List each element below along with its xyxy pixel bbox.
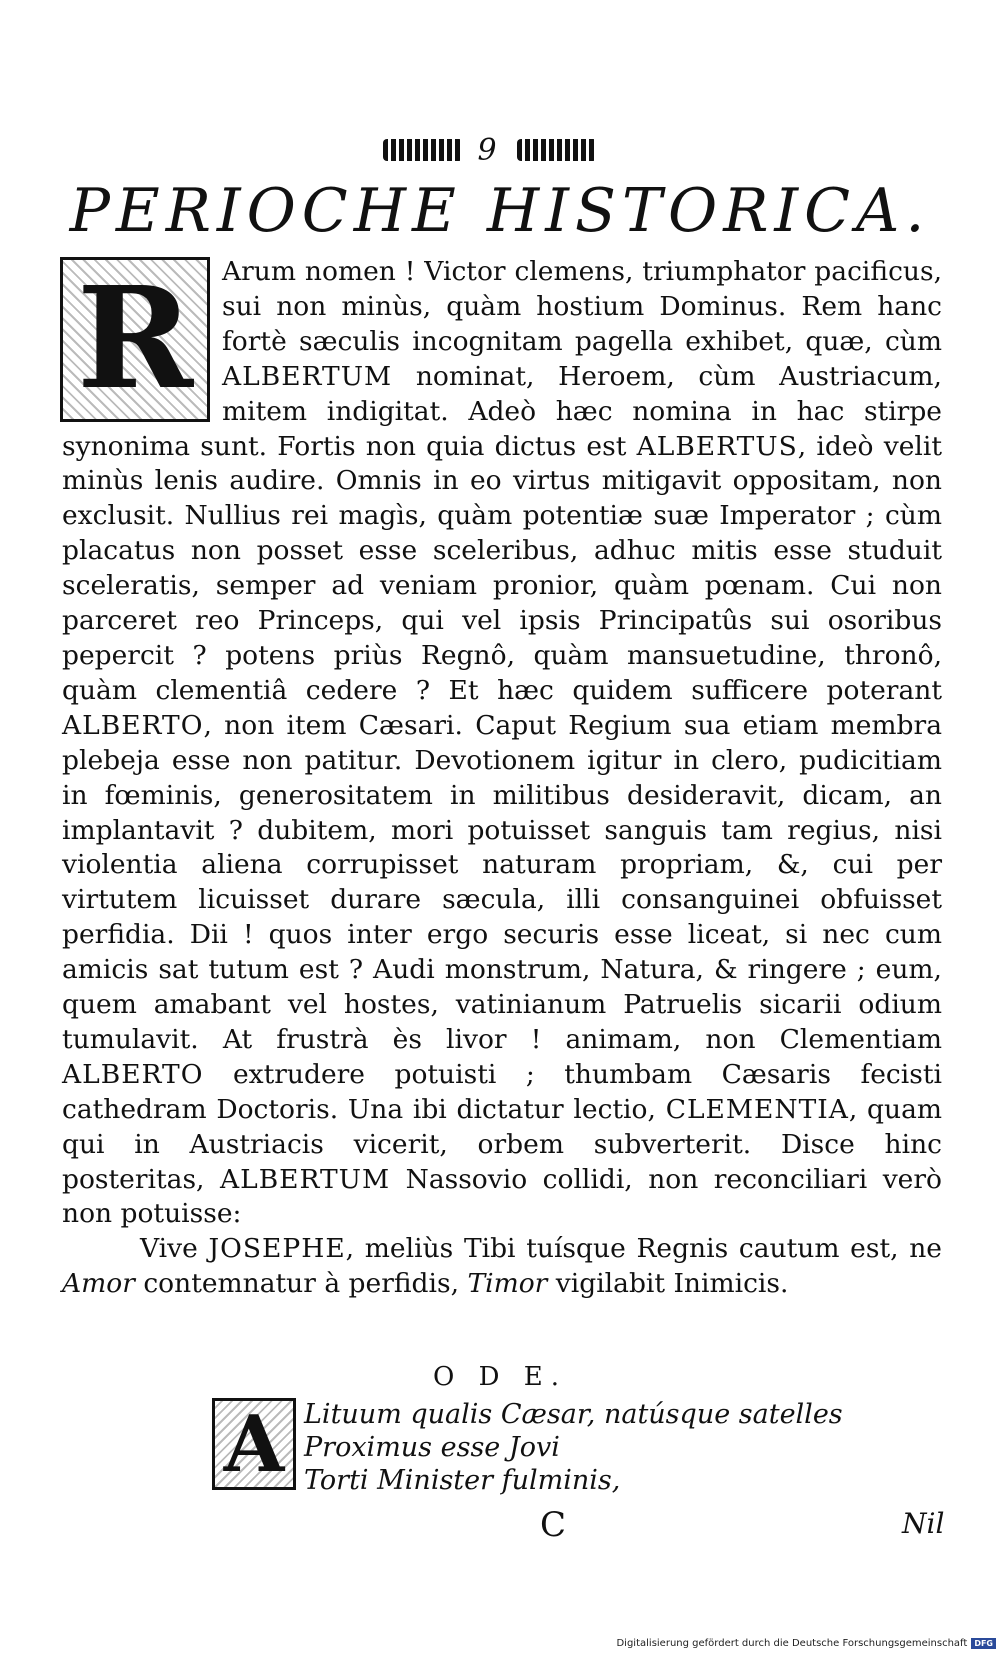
body-segment: extrudere potuisti ; thumbam Cæsaris fecisti cathedram Doctoris. Una ibi dictatur lectio,	[62, 1058, 942, 1125]
body-name: ALBERTO	[62, 709, 204, 741]
body-segment: , quam qui in Austriacis vicerit, orbem subverterit. Disce hinc posteritas,	[62, 1093, 942, 1195]
signature-mark: C	[540, 1505, 567, 1545]
body-segment: nominat, Heroem, cùm Austriacum, mitem indigitat. Adeò hæc nomina in hac stirpe synonima sunt. Fortis non quia dictus est	[62, 360, 942, 462]
body-segment: , non item Cæsari. Caput Regium sua etiam membra plebeja esse non patitur. Devotionem igitur in clero, pudicitiam in fœminis, generositatem in militibus desideravit, dicam, an implantavit ? dubitem, mori potuisset sanguis tam regius, nisi violentia aliena corrupisset naturam propriam, &, cui per virtutem licuisset durare sæcula, illi consanguinei obfuisset perfidia. Dii ! quos inter ergo securis esse liceat, si nec cum amicis sat tutum est ? Audi monstrum, Natura, & ringere ; eum, quem amabant vel hostes, vatinianum Patruelis sicarii odium tumulavit. At frustrà ès livor ! animam, non Clementiam	[62, 709, 942, 1055]
body-segment: Nassovio collidi, non reconciliari verò non potuisse:	[62, 1163, 942, 1230]
ode-drop-cap-letter: A	[223, 1398, 285, 1490]
dfg-logo-icon: DFG	[971, 1638, 996, 1649]
header-ornament-right	[517, 139, 597, 161]
body-name: ALBERTO	[62, 1058, 204, 1090]
ode-line: Torti Minister fulminis,	[304, 1465, 621, 1496]
ode-line: Lituum qualis Cæsar, natúsque satelles	[304, 1399, 843, 1430]
page-title: PERIOCHE HISTORICA.	[69, 176, 931, 246]
body-closing	[62, 1232, 942, 1302]
body-segment: , ideò velit minùs lenis audire. Omnis in eo virtus mitigavit oppositam, non exclusit. Nullius rei magìs, quàm potentiæ suæ Imperator ; cùm placatus non posset esse sceleribus, adhuc mitis esse studuit sceleratis, semper ad veniam pronior, quàm pœnam. Cui non parceret reo Princeps, qui vel ipsis Principatûs sui osoribus pepercit ? potens priùs Regnô, quàm mansuetudine, thronô, quàm clementiâ cedere ? Et hæc quidem sufficere poterant	[62, 430, 942, 706]
drop-cap-ornament	[60, 257, 210, 422]
page-header	[340, 132, 640, 168]
body-segment: vigilabit Inimicis.	[555, 1268, 789, 1300]
body-name: ALBERTUM	[219, 1163, 391, 1195]
body-name: ALBERTUS	[636, 430, 798, 462]
body-italic: Amor	[62, 1268, 135, 1300]
header-ornament-left	[383, 139, 463, 161]
footer-credit	[616, 1638, 996, 1649]
drop-cap-letter: R	[76, 257, 194, 422]
body-name: ALBERTUM	[222, 360, 393, 392]
catchword: Nil	[902, 1507, 945, 1540]
body-italic: Timor	[467, 1268, 548, 1300]
body-name: CLEMENTIA	[665, 1093, 849, 1125]
footer-text: Digitalisierung gefördert durch die Deutsche Forschungsgemeinschaft	[616, 1638, 968, 1649]
ode-line: Proximus esse Jovi	[304, 1432, 560, 1463]
ode-verse	[212, 1398, 912, 1497]
body-segment: , meliùs Tibi tuísque Regnis cautum est, ne	[345, 1233, 942, 1265]
body-text	[62, 255, 942, 1302]
page-number: 9	[477, 132, 503, 168]
body-name: JOSEPHE	[208, 1233, 346, 1265]
ode-heading: O D E.	[433, 1362, 567, 1392]
body-segment: contemnatur à perfidis,	[143, 1268, 459, 1300]
body-segment: Vive	[140, 1233, 198, 1265]
body-segment: Arum nomen ! Victor clemens, triumphator pacificus, sui non minùs, quàm hostium Dominus. Rem hanc fortè sæculis incognitam pagella exhibet, quæ, cùm	[222, 256, 942, 357]
ode-drop-cap-ornament	[212, 1398, 296, 1490]
